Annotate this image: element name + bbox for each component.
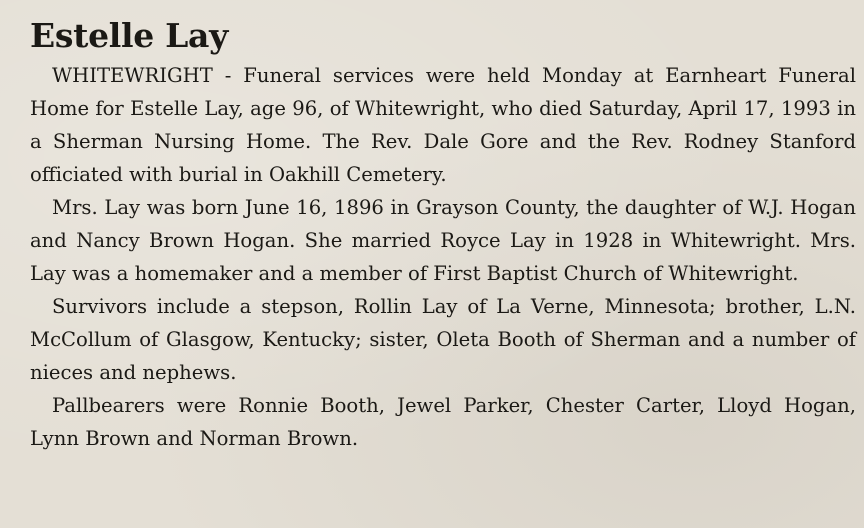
obituary-title: Estelle Lay (30, 16, 228, 55)
obituary-paragraph-pallbearers: Pallbearers were Ronnie Booth, Jewel Parker, Chester Carter, Lloyd Hogan, Lynn Brown and Norman Brown. (30, 394, 856, 450)
obituary-paragraph-biography: Mrs. Lay was born June 16, 1896 in Grayson County, the daughter of W.J. Hogan and Nancy Brown Hogan. She married Royce Lay in 1928 in Whitewright. Mrs. Lay was a homemaker and a member of First Baptist Church of Whitewright. (30, 196, 856, 285)
obituary-paragraph-services: WHITEWRIGHT - Funeral services were held Monday at Earnheart Funeral Home for Estelle Lay, age 96, of Whitewright, who died Saturday, April 17, 1993 in a Sherman Nursing Home. The Rev. Dale Gore and the Rev. Rodney Stanford officiated with burial in Oakhill Cemetery. (30, 64, 856, 186)
obituary-article (30, 14, 856, 455)
obituary-paragraph-survivors: Survivors include a stepson, Rollin Lay of La Verne, Minnesota; brother, L.N. McCollum of Glasgow, Kentucky; sister, Oleta Booth of Sherman and a number of nieces and nephews. (30, 295, 856, 384)
